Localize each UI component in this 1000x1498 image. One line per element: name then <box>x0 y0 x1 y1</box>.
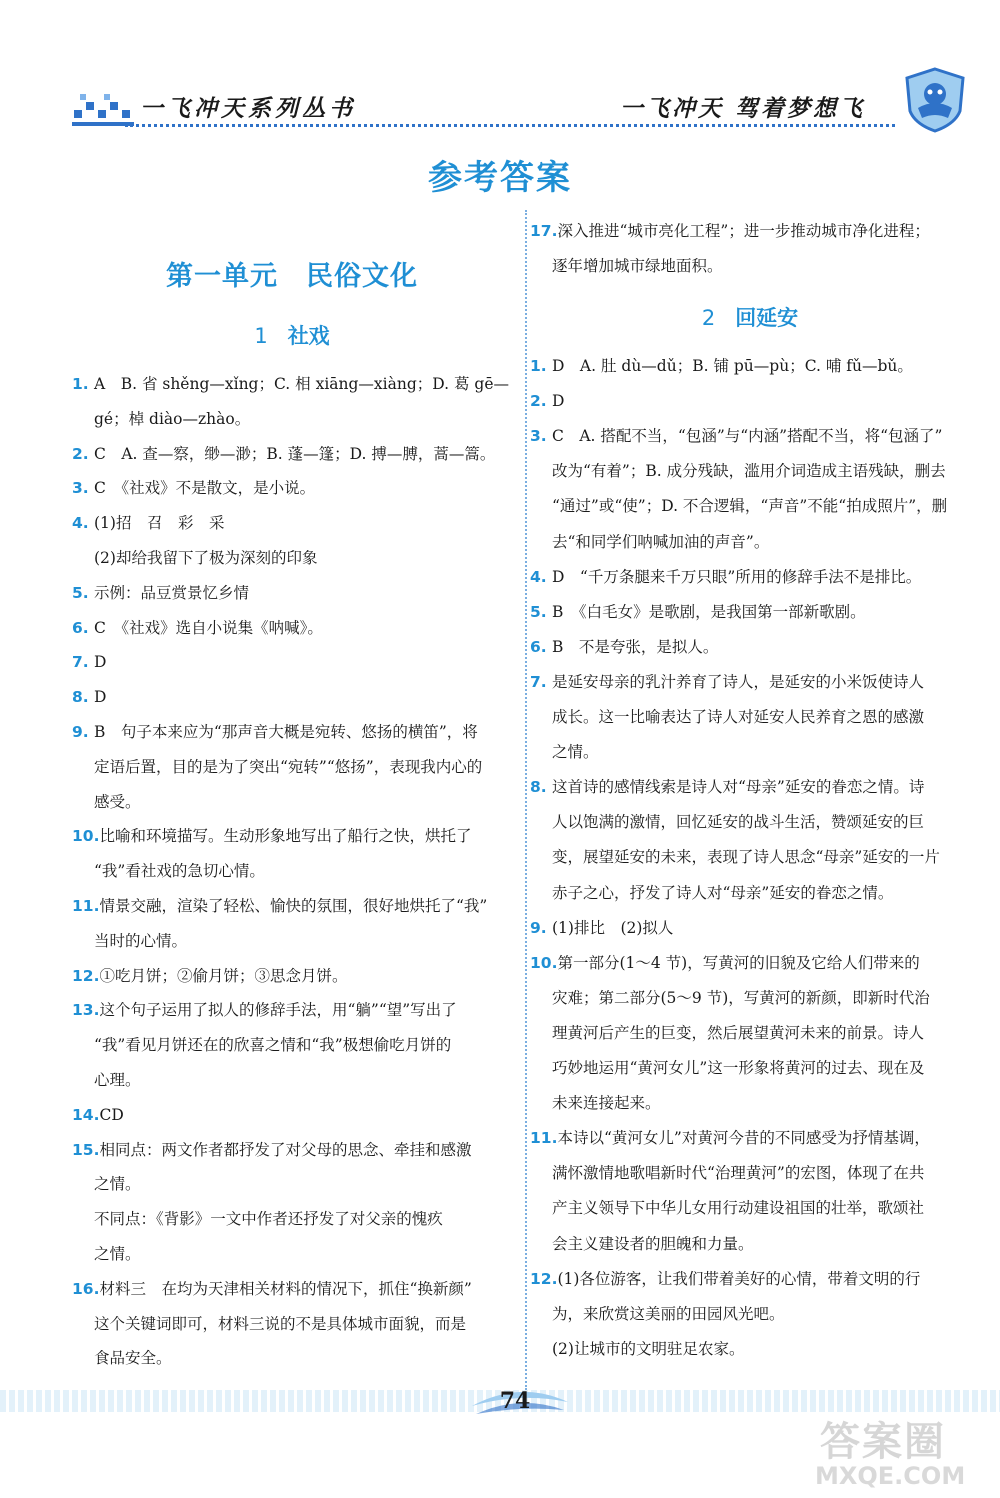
answer-text: 为，来欣赏这美丽的田园风光吧。 <box>552 1304 785 1323</box>
answer-line <box>72 930 544 952</box>
answer-text: B 不是夸张，是拟人。 <box>552 637 719 656</box>
question-number: 17. <box>530 222 558 240</box>
question-number: 11. <box>72 897 100 915</box>
answer-text: 赤子之心，抒发了诗人对“母亲”延安的眷恋之情。 <box>552 883 894 902</box>
answer-text: C 《社戏》选自小说集《呐喊》。 <box>94 618 323 637</box>
answer-text: 会主义建设者的胆魄和力量。 <box>552 1234 754 1253</box>
lesson-name: 社戏 <box>287 324 330 348</box>
watermark-url: MXQE.COM <box>815 1462 966 1490</box>
answer-line <box>72 860 544 882</box>
answer-text: gé；棹 diào—zhào。 <box>94 409 251 428</box>
answer-text: 当时的心情。 <box>94 931 188 950</box>
answer-line <box>72 791 544 813</box>
answer-text: 产主义领导下中华儿女用行动建设祖国的壮举，歌颂社 <box>552 1199 925 1218</box>
answer-text: D <box>94 653 107 672</box>
answer-text: 这个关键词即可，材料三说的不是具体城市面貌，而是 <box>94 1314 467 1333</box>
question-number: 5. <box>72 583 89 602</box>
header-rule <box>125 124 895 127</box>
page-header <box>0 0 1000 140</box>
answer-line <box>72 512 522 534</box>
answer-text: 心理。 <box>94 1071 141 1089</box>
answer-line <box>72 1347 544 1369</box>
answer-text: (1)各位游客，让我们带着美好的心情，带着文明的行 <box>557 1269 921 1288</box>
answer-line <box>72 686 522 708</box>
question-number: 16. <box>72 1279 100 1298</box>
question-number: 3. <box>72 479 89 498</box>
answer-text: C 《社戏》不是散文，是小说。 <box>94 479 316 498</box>
answer-line <box>530 495 1000 517</box>
answer-text: ①吃月饼；②偷月饼；③思念月饼。 <box>99 966 348 985</box>
lesson-number: 2 <box>701 306 716 330</box>
answer-line <box>72 999 522 1021</box>
answer-text: 去“和同学们呐喊加油的声音”。 <box>552 532 770 551</box>
answer-text: 变，展望延安的未来，表现了诗人思念“母亲”延安的一片 <box>552 848 940 867</box>
answer-line <box>530 987 1000 1009</box>
answer-text: 满怀激情地歌唱新时代“治理黄河”的宏图，体现了在共 <box>552 1164 925 1183</box>
answer-text: 深入推进“城市亮化工程”；进一步推动城市净化进程； <box>557 222 930 240</box>
watermark-text: 答案圈 <box>820 1419 946 1465</box>
question-number: 6. <box>530 637 547 656</box>
question-number: 11. <box>530 1129 558 1148</box>
answer-line <box>530 1303 1000 1325</box>
answer-text: 第一部分(1～4 节)，写黄河的旧貌及它给人们带来的 <box>557 953 920 972</box>
mascot-badge-icon <box>900 66 970 134</box>
page-number: 74 <box>499 1388 531 1414</box>
question-number: 7. <box>72 653 89 672</box>
question-number: 1. <box>530 357 547 375</box>
answer-text: 这首诗的感情线索是诗人对“母亲”延安的眷恋之情。诗 <box>552 778 925 797</box>
answer-line <box>530 671 980 693</box>
answer-line <box>530 1057 1000 1079</box>
answer-text: 改为“有着”；B. 成分残缺，滥用介词造成主语残缺，删去 <box>552 462 946 481</box>
unit-title: 第一单元 民俗文化 <box>166 261 418 292</box>
answer-text: 巧妙地运用“黄河女儿”这一形象将黄河的过去、现在及 <box>552 1059 925 1077</box>
answer-text: (1)招 召 彩 采 <box>94 514 225 533</box>
answer-line <box>72 825 522 847</box>
lesson-title-2 <box>530 302 970 332</box>
answer-line <box>72 1104 522 1126</box>
answer-text: C A. 查—察，缈—渺；B. 蓬—篷；D. 搏—膊，蒿—篙。 <box>94 444 496 463</box>
answer-text: 示例：品豆赏景忆乡情 <box>94 583 250 602</box>
lesson-number: 1 <box>254 324 268 348</box>
answer-text: 之情。 <box>94 1175 141 1194</box>
page-title: 参考答案 <box>428 158 572 198</box>
question-number: 10. <box>72 827 100 846</box>
answer-line <box>530 636 980 658</box>
answer-text: (2)却给我留下了极为深刻的印象 <box>94 549 318 567</box>
question-number: 15. <box>72 1140 100 1159</box>
answer-line <box>72 721 522 743</box>
answer-line <box>530 355 980 377</box>
answer-line <box>530 425 980 447</box>
answer-text: 之情。 <box>94 1245 141 1263</box>
series-title-right: 一飞冲天 驾着梦想飞 <box>620 96 866 122</box>
question-number: 3. <box>530 427 547 446</box>
answer-text: 相同点：两文作者都抒发了对父母的思念、牵挂和感激 <box>99 1140 472 1159</box>
question-number: 12. <box>72 966 100 985</box>
answer-line <box>530 531 1000 553</box>
answer-line <box>530 1162 1000 1184</box>
question-number: 12. <box>530 1269 558 1288</box>
answer-line <box>72 582 522 604</box>
answer-line <box>72 443 522 465</box>
answer-text: D A. 肚 dù—dǔ；B. 铺 pū—pù；C. 哺 fǔ—bǔ。 <box>552 357 913 375</box>
answer-text: 是延安母亲的乳汁养育了诗人，是延安的小米饭使诗人 <box>552 672 925 691</box>
answer-line <box>72 651 522 673</box>
answer-text: 材料三 在均为天津相关材料的情况下，抓住“换新颜” <box>99 1279 472 1298</box>
answer-line <box>530 882 1000 904</box>
answer-text: 之情。 <box>552 743 599 762</box>
answer-text: 灾难；第二部分(5～9 节)，写黄河的新颜，即新时代治 <box>552 988 930 1007</box>
answer-line <box>72 373 522 395</box>
question-number: 14. <box>72 1105 100 1124</box>
answer-text: “我”看见月饼还在的欣喜之情和“我”极想偷吃月饼的 <box>94 1036 452 1055</box>
question-number: 10. <box>530 953 558 972</box>
question-number: 6. <box>72 618 89 637</box>
answer-text: 理黄河后产生的巨变，然后展望黄河未来的前景。诗人 <box>552 1023 925 1042</box>
question-number: 2. <box>530 392 547 411</box>
answer-line <box>72 1243 544 1265</box>
series-title-left: 一飞冲天系列丛书 <box>140 96 356 122</box>
question-number: 8. <box>530 778 547 797</box>
answer-text: (2)让城市的文明驻足农家。 <box>552 1339 745 1358</box>
question-number: 1. <box>72 375 89 393</box>
answer-line <box>530 1233 1000 1255</box>
answer-line <box>530 917 980 939</box>
answer-line <box>530 1268 980 1290</box>
answer-line <box>72 1173 544 1195</box>
question-number: 9. <box>530 918 547 937</box>
answer-text: 不同点：《背影》一文中作者还抒发了对父亲的愧疚 <box>94 1210 443 1229</box>
answer-text: “我”看社戏的急切心情。 <box>94 862 265 881</box>
lesson-title-1 <box>72 320 512 350</box>
question-number: 8. <box>72 688 89 707</box>
answer-line <box>72 965 522 987</box>
answer-text: 人以饱满的激情，回忆延安的战斗生活，赞颂延安的巨 <box>552 813 925 832</box>
answer-line <box>72 408 544 430</box>
answer-line <box>530 811 1000 833</box>
question-number: 4. <box>530 567 547 586</box>
answer-text: CD <box>99 1105 124 1124</box>
question-number: 2. <box>72 444 89 463</box>
answer-text: 情景交融，渲染了轻松、愉快的氛围，很好地烘托了“我” <box>99 897 488 915</box>
answer-text: A B. 省 shěng—xǐng；C. 相 xiāng—xiàng；D. 葛 gē— <box>94 375 510 393</box>
answer-text: B 句子本来应为“那声音大概是宛转、悠扬的横笛”，将 <box>94 723 478 741</box>
answer-line <box>72 1208 544 1230</box>
answer-text: C A. 搭配不当，“包涵”与“内涵”搭配不当，将“包涵了” <box>552 427 943 446</box>
answer-line <box>530 846 1000 868</box>
answer-text: 食品安全。 <box>94 1349 172 1368</box>
answer-text: 定语后置，目的是为了突出“宛转”“悠扬”，表现我内心的 <box>94 757 483 776</box>
answer-line <box>72 547 544 569</box>
answer-text: 比喻和环境描写。生动形象地写出了船行之快，烘托了 <box>99 827 472 846</box>
answer-line <box>530 706 1000 728</box>
answer-line <box>530 741 1000 763</box>
answer-text: D “千万条腿来千万只眼”所用的修辞手法不是排比。 <box>552 567 922 586</box>
answer-line <box>72 1034 544 1056</box>
answer-text: (1)排比 (2)拟人 <box>552 918 674 937</box>
answer-line <box>530 952 980 974</box>
answer-line <box>530 390 980 412</box>
answer-text: 本诗以“黄河女儿”对黄河今昔的不同感受为抒情基调， <box>557 1129 930 1148</box>
answer-line <box>530 1022 1000 1044</box>
question-number: 9. <box>72 723 89 741</box>
question-number: 13. <box>72 1001 100 1020</box>
answer-text: B 《白毛女》是歌剧，是我国第一部新歌剧。 <box>552 602 866 621</box>
answer-line <box>530 460 1000 482</box>
answer-line <box>530 1092 1000 1114</box>
answer-line <box>530 601 980 623</box>
answer-text: 感受。 <box>94 792 141 811</box>
answer-line <box>72 895 522 917</box>
answer-text: “通过”或“使”；D. 不合逻辑，“声音”不能“拍成照片”，删 <box>552 497 948 516</box>
answer-line <box>72 617 522 639</box>
answer-line <box>72 1278 522 1300</box>
answer-text: D <box>94 688 107 707</box>
answer-text: 逐年增加城市绿地面积。 <box>552 256 723 275</box>
question-number: 4. <box>72 514 89 533</box>
answer-text: 成长。这一比喻表达了诗人对延安人民养育之恩的感激 <box>552 708 925 726</box>
answer-line <box>72 477 522 499</box>
question-number: 5. <box>530 602 547 621</box>
answer-line <box>530 1197 1000 1219</box>
answer-line <box>530 1338 1000 1360</box>
answer-line <box>530 566 980 588</box>
answer-text: 这个句子运用了拟人的修辞手法，用“躺”“望”写出了 <box>99 1001 457 1020</box>
lesson-name: 回延安 <box>735 306 799 330</box>
answer-line <box>530 776 980 798</box>
answer-text: 未来连接起来。 <box>552 1094 661 1113</box>
answer-line <box>72 1139 522 1161</box>
answer-line <box>530 255 1000 277</box>
answer-text: D <box>552 392 565 411</box>
answer-line <box>530 220 980 242</box>
answer-line <box>72 756 544 778</box>
answer-line <box>72 1069 544 1091</box>
answer-line <box>530 1127 980 1149</box>
question-number: 7. <box>530 672 547 691</box>
answer-line <box>72 1313 544 1335</box>
